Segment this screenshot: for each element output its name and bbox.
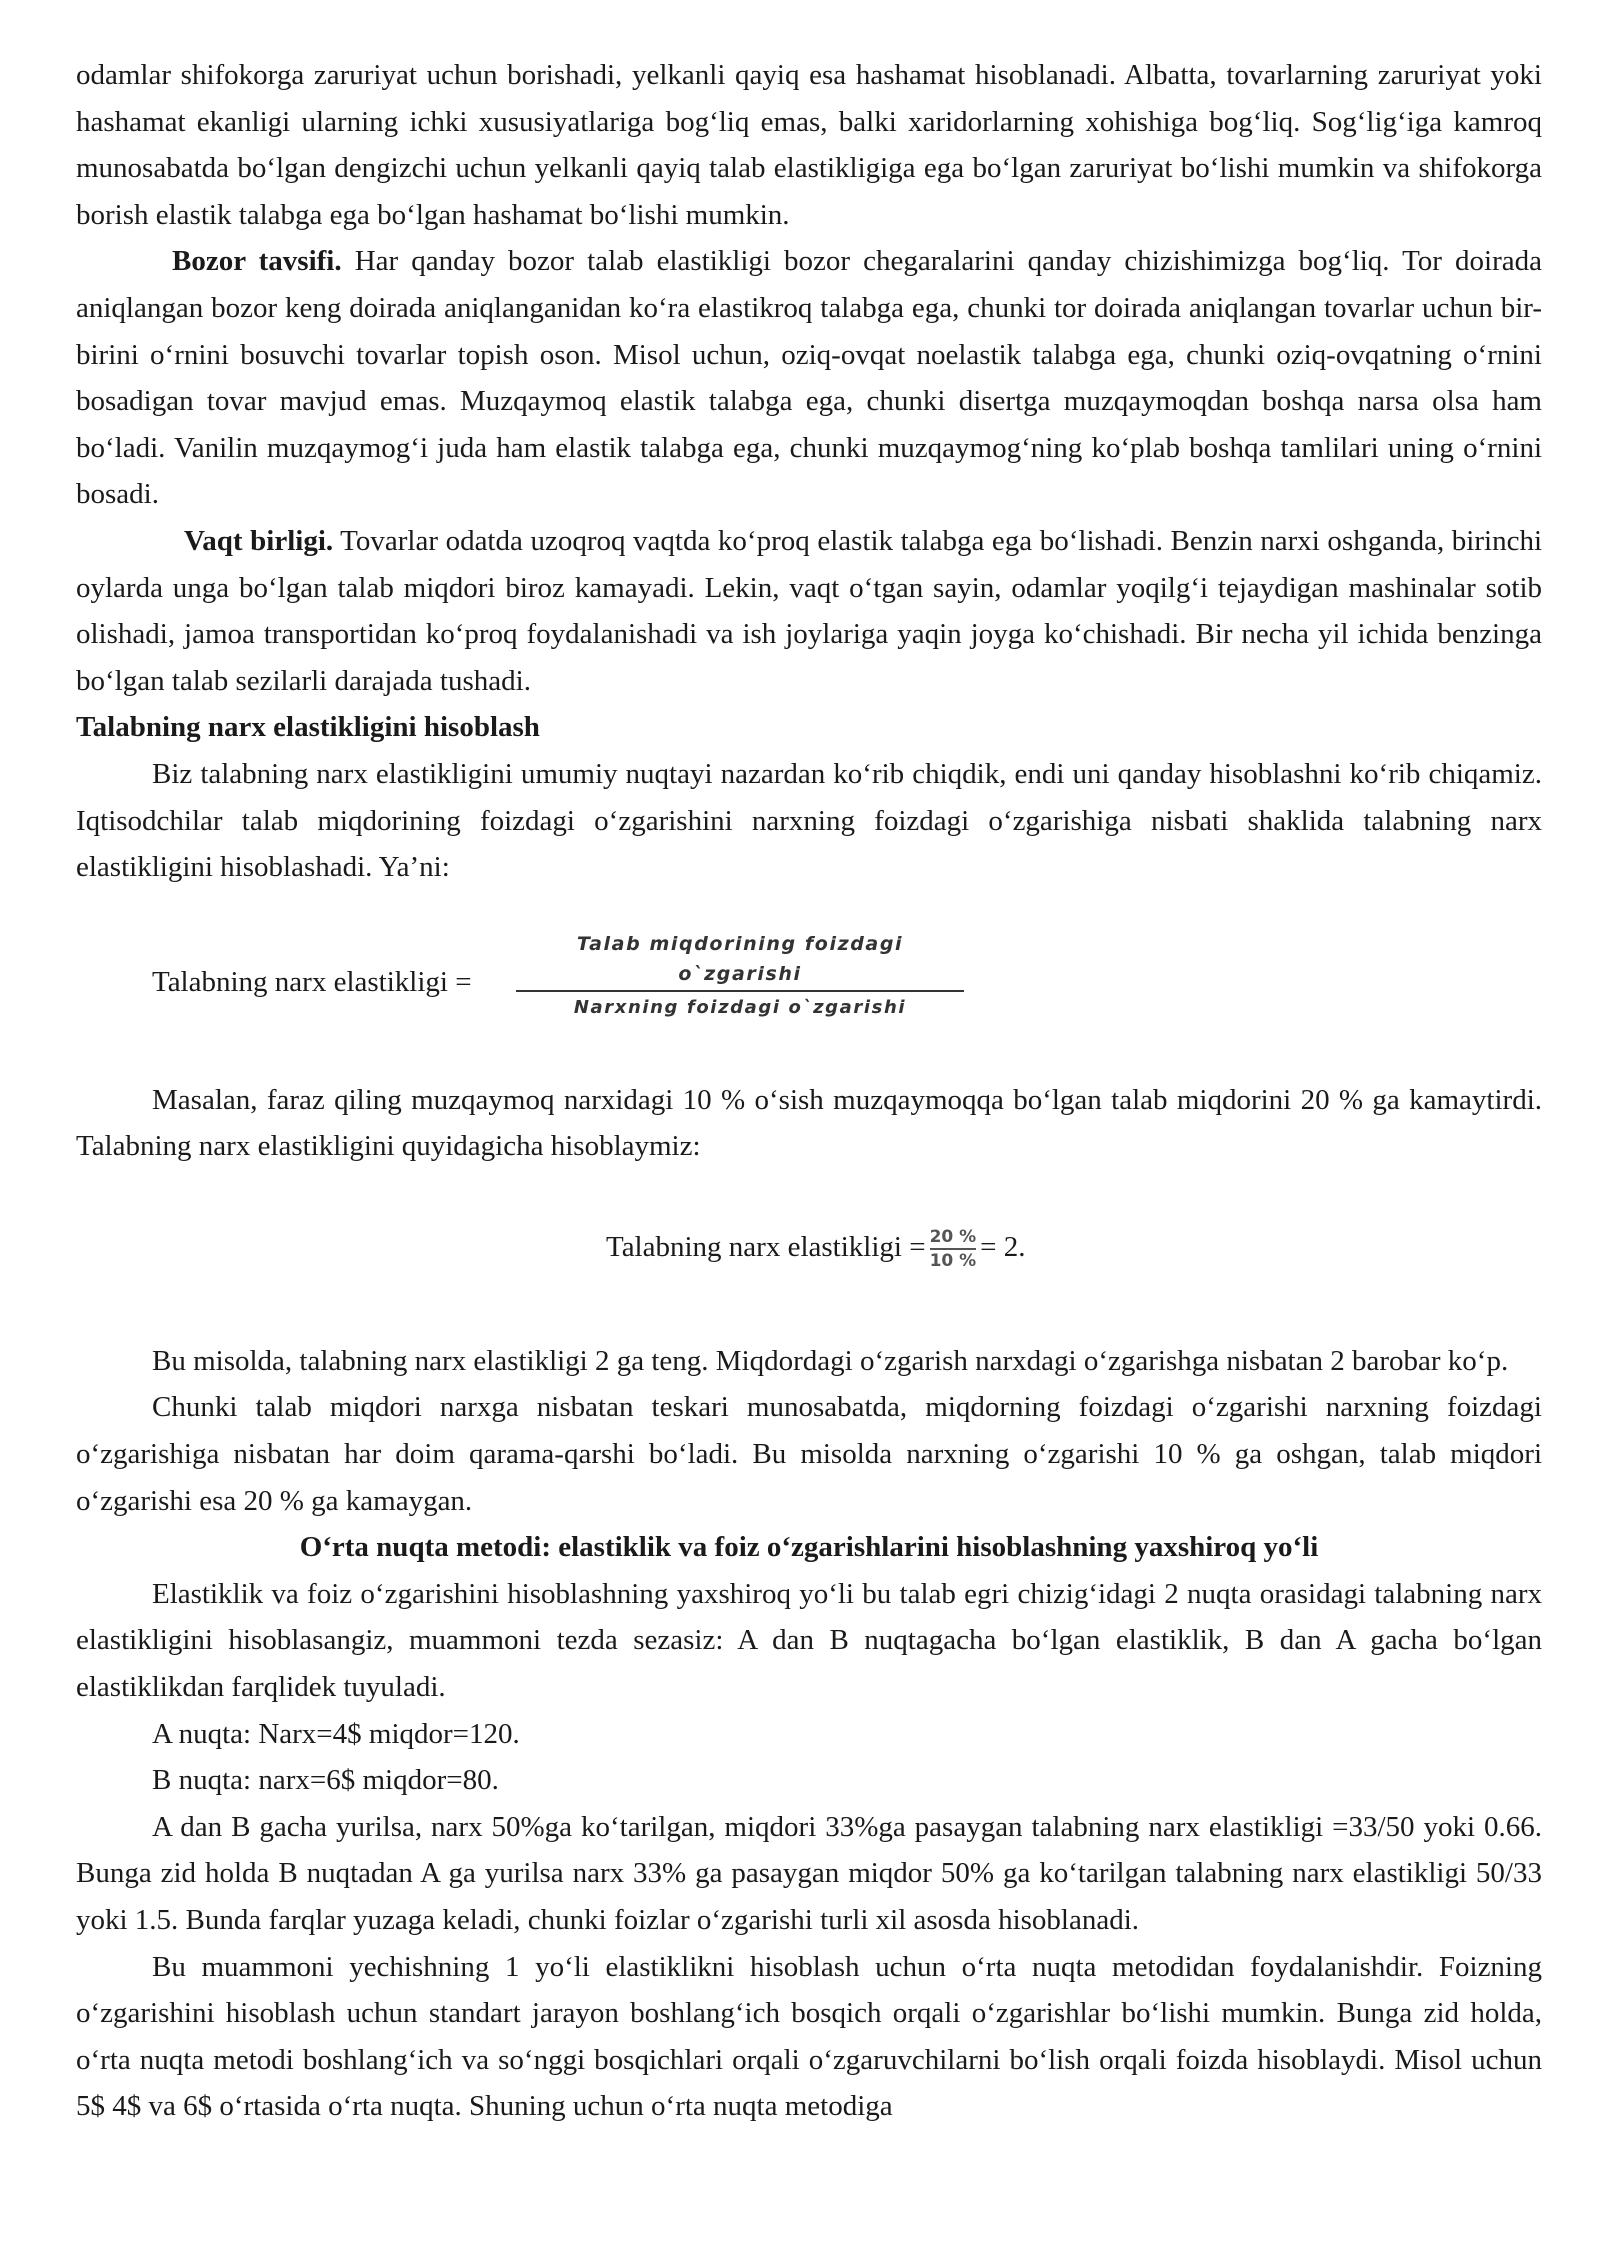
elasticity-formula [76, 891, 1542, 1077]
term-vaqt-birligi: Vaqt birligi. [184, 524, 334, 557]
paragraph-hisoblash-intro: Biz talabning narx elastikligini umumiy nuqtayi nazardan ko‘rib chiqdik, endi uni qanday hisoblashni ko‘rib chiqamiz. Iqtisodchilar talab miqdorining foizdagi o‘zgarishini narxning foizdagi o‘zgarishiga nisbati shaklida talabning narx elastikligini hisoblashadi. Ya’ni: [76, 757, 1542, 884]
point-a-line: A nuqta: Narx=4$ miqdor=120. [152, 1717, 520, 1750]
paragraph-orta-nuqta-2: A dan B gacha yurilsa, narx 50%ga ko‘tarilgan, miqdori 33%ga pasaygan talabning narx elastikligi =33/50 yoki 0.66. Bunga zid holda B nuqtadan A ga yurilsa narx 33% ga pasaygan miqdor 50% ga ko‘tarilgan talabning narx elastikligi 50/33 yoki 1.5. Bunda farqlar yuzaga keladi, chunki foizlar o‘zgarishi turli xil asosda hisoblanadi. [76, 1810, 1542, 1936]
calculation-label: Talabning narx elastikligi = [606, 1230, 926, 1263]
formula-fraction [516, 929, 964, 1021]
vaqt-birligi-text: Tovarlar odatda uzoqroq vaqtda ko‘proq elastik talabga ega bo‘lishadi. Benzin narxi oshganda, birinchi oylarda unga bo‘lgan talab miqdori biroz kamayadi. Lekin, vaqt o‘tgan sayin, odamlar yoqilg‘i tejaydigan mashinalar sotib olishadi, jamoa transportidan ko‘proq foydalanishadi va ish joylariga yaqin joyga ko‘chishadi. Bir necha yil ichida benzinga bo‘lgan talab sezilarli darajada tushadi. [76, 524, 1542, 697]
formula-numerator: Talab miqdorining foizdagi o`zgarishi [576, 932, 904, 985]
paragraph-muzqaymoq-example: Masalan, faraz qiling muzqaymoq narxidagi 10 % o‘sish muzqaymoqqa bo‘lgan talab miqdorini 20 % ga kamaytirdi. Talabning narx elastikligini quyidagicha hisoblaymiz: [76, 1083, 1542, 1163]
calculation-line [606, 1224, 1026, 1272]
bozor-tavsifi-text: Har qanday bozor talab elastikligi bozor chegaralarini qanday chizishimizga bog‘liq. Tor doirada aniqlangan bozor keng doirada aniqlanganidan ko‘ra elastikroq talabga ega, chunki tor doirada aniqlangan tovarlar uchun bir-birini o‘rnini bosuvchi tovarlar topish oson. Misol uchun, oziq-ovqat noelastik talabga ega, chunki oziq-ovqatning o‘rnini bosadigan tovar mavjud emas. Muzqaymoq elastik talabga ega, chunki disertga muzqaymoqdan boshqa narsa olsa ham bo‘ladi. Vanilin muzqaymog‘i juda ham elastik talabga ega, chunki muzqaymog‘ning ko‘plab boshqa tamlilari uning o‘rnini bosadi. [76, 245, 1542, 511]
paragraph-result-1: Bu misolda, talabning narx elastikligi 2 ga teng. Miqdordagi o‘zgarish narxdagi o‘zgarishga nisbatan 2 barobar ko‘p. [152, 1344, 1509, 1377]
paragraph-bozor-tavsifi [76, 238, 1542, 518]
point-b-line: B nuqta: narx=6$ miqdor=80. [152, 1764, 499, 1797]
formula-denominator: Narxning foizdagi o`zgarishi [573, 996, 907, 1018]
paragraph-orta-nuqta-1: Elastiklik va foiz o‘zgarishini hisoblashning yaxshiroq yo‘li bu talab egri chizig‘idagi 2 nuqta orasidagi talabning narx elastikligini hisoblasangiz, muammoni tezda sezasiz: A dan B nuqtagacha bo‘lgan elastiklik, B dan A gacha bo‘lgan elastiklikdan farqlidek tuyuladi. [76, 1577, 1542, 1704]
calculation-denominator: 10 % [929, 1251, 977, 1272]
formula-label: Talabning narx elastikligi = [152, 965, 472, 998]
heading-orta-nuqta-metodi: O‘rta nuqta metodi: elastiklik va foiz o‘zgarishlarini hisoblashning yaxshiroq yo‘li [299, 1531, 1319, 1564]
elasticity-calculation [76, 1170, 1542, 1338]
paragraph-zaruriyat: odamlar shifokorga zaruriyat uchun borishadi, yelkanli qayiq esa hashamat hisoblanadi. Albatta, tovarlarning zaruriyat yoki hashamat ekanligi ularning ichki xususiyatlariga bog‘liq emas, balki xaridorlarning xohishiga bog‘liq. Sog‘lig‘iga kamroq munosabatda bo‘lgan dengizchi uchun yelkanli qayiq talab elastikligiga ega bo‘lgan zaruriyat bo‘lishi mumkin va shifokorga borish elastik talabga ega bo‘lgan hashamat bo‘lishi mumkin. [76, 59, 1542, 231]
document-page [76, 52, 1542, 2130]
paragraph-orta-nuqta-3: Bu muammoni yechishning 1 yo‘li elastiklikni hisoblash uchun o‘rta nuqta metodidan foydalanishdir. Foizning o‘zgarishini hisoblash uchun standart jarayon boshlang‘ich bosqich orqali o‘zgarishlar bo‘lishi mumkin. Bunga zid holda, o‘rta nuqta metodi boshlang‘ich va so‘nggi bosqichlari orqali o‘zgaruvchilarni bo‘lish orqali foizda hisoblaydi. Misol uchun 5$ 4$ va 6$ o‘rtasida o‘rta nuqta. Shuning uchun o‘rta nuqta metodiga [76, 1950, 1542, 2123]
heading-talab-narx-elastikligi: Talabning narx elastikligini hisoblash [76, 711, 540, 744]
calculation-numerator: 20 % [929, 1227, 977, 1248]
fraction-bar [516, 990, 964, 992]
calculation-result: = 2. [980, 1230, 1026, 1263]
calculation-fraction [930, 1226, 977, 1272]
paragraph-result-2: Chunki talab miqdori narxga nisbatan teskari munosabatda, miqdorning foizdagi o‘zgarishi narxning foizdagi o‘zgarishiga nisbatan har doim qarama-qarshi bo‘ladi. Bu misolda narxning o‘zgarishi 10 % ga oshgan, talab miqdori o‘zgarishi esa 20 % ga kamaygan. [76, 1391, 1542, 1517]
paragraph-vaqt-birligi [76, 518, 1542, 704]
term-bozor-tavsifi: Bozor tavsifi. [172, 245, 342, 278]
